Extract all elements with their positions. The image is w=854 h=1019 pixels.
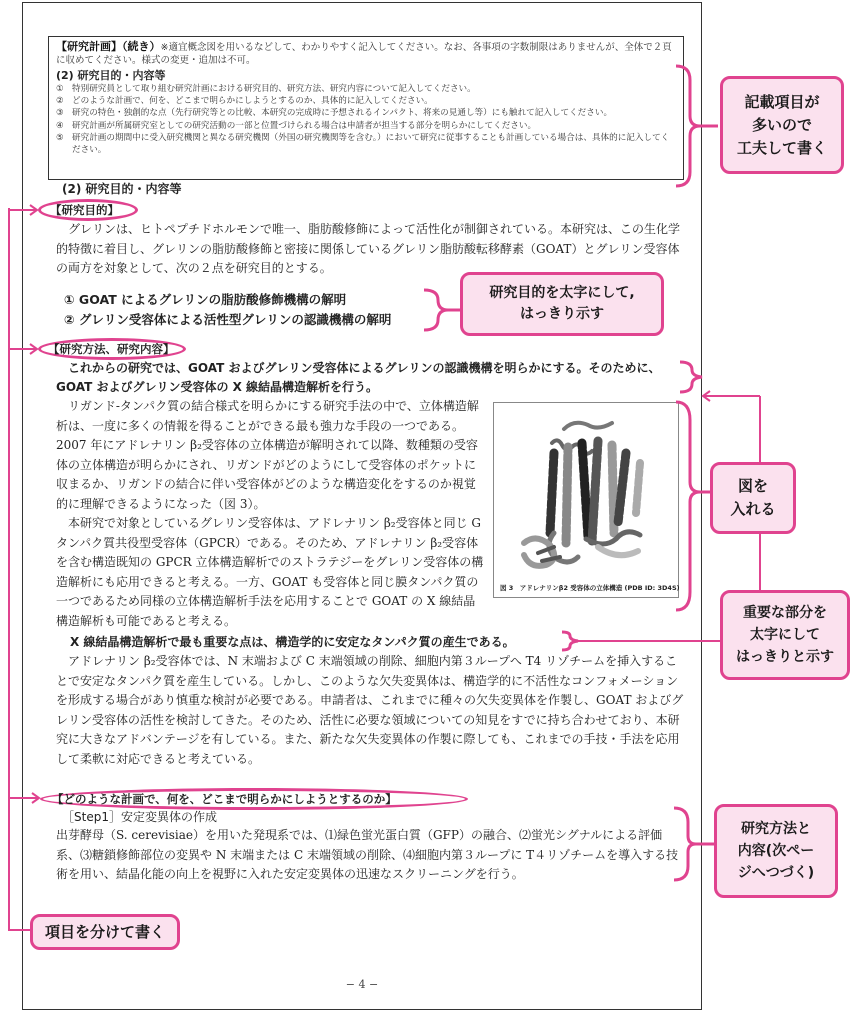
brace-plan — [674, 808, 696, 880]
purpose-label: 【研究目的】 — [50, 203, 119, 217]
instruction-item: ⑤ 研究計画の期間中に受入研究機関と異なる研究機関（外国の研究機関等を含む。）において研究に従事することも計画している場合は、具体的に記入してください。 — [56, 132, 670, 156]
brace-figure — [676, 402, 700, 610]
method-bold2: X 線結晶構造解析で最も重要な点は、構造学的に安定なタンパク質の産生である。 — [70, 635, 515, 649]
instruction-subtitle: (2) 研究目的・内容等 — [56, 69, 166, 82]
brace-bold-lead — [680, 362, 702, 392]
purpose-text: グレリンは、ヒトペプチドホルモンで唯一、脂肪酸修飾によって活性化が制御されている。本研究は、この生化学的特徴に着目し、グレリンの脂肪酸修飾と密接に関係しているグレリン脂肪酸転移酵素（GOAT）とグレリン受容体の両方を対象として、次の２点を研究目的とする。 — [56, 222, 681, 275]
instruction-note: ※適宜概念図を用いるなどして、わかりやすく記入してください。なお、各事項の字数制限はありませんが、全体で２頁に収めてください。様式の変更・追加は不可。 — [56, 42, 672, 66]
brace-goals — [424, 290, 448, 330]
callout-separate-items: 項目を分けて書く — [30, 914, 180, 950]
plan-label: 【どのような計画で、何を、どこまで明らかにしようとするのか】 — [52, 792, 397, 806]
method-para2: 本研究で対象としているグレリン受容体は、アドレナリン β₂受容体と同じ G タンパク質共役型受容体（GPCR）である。そのため、アドレナリン β₂受容体を含む構造既知の GPCR 立体構造解析でのストラテジーをグレリン受容体の構造解析にも応用できると考える。一方、GOAT も受容体と同じ膜タンパク質の一つであるため同様の立体構造解析手法を応用することで GOAT の X 線結晶構造解析も可能であると考える。 — [56, 516, 484, 628]
callout-bold-important: 重要な部分を 太字にして はっきりと示す — [720, 590, 850, 680]
plan-text: 出芽酵母（S. cerevisiae）を用いた発現系では、⑴緑色蛍光蛋白質（GFP）の融合、⑵蛍光シグナルによる評価系、⑶糖鎖修飾部位の変異や N 末端または C 末端領域の削除、⑷細胞内第３ループに T４リゾチームを導入する技術を用い、結晶化能の向上を視野に入れた安定変異体の迅速なスクリーニングを行う。 — [56, 828, 679, 881]
method-label: 【研究方法、研究内容】 — [48, 342, 175, 356]
callout-bold-purpose: 研究目的を太字にして, はっきり示す — [460, 272, 664, 336]
brace-bold2 — [562, 632, 578, 650]
page-number: − 4 − — [345, 978, 379, 991]
brace-instruction — [676, 66, 700, 186]
callout-insert-figure: 図を 入れる — [710, 462, 796, 534]
section-heading: (2) 研究目的・内容等 — [62, 182, 182, 196]
callout-method-content: 研究方法と 内容(次ペー ジへつづく) — [714, 804, 838, 898]
callout-many-items: 記載項目が 多いので 工夫して書く — [720, 76, 844, 174]
method-para1: リガンド-タンパク質の結合様式を明らかにする研究手法の中で、立体構造解析は、一度に多くの情報を得ることができる最も強力な手段の一つである。2007 年にアドレナリン β₂受容体の立体構造が解明されて以降、数種類の受容体の立体構造が明らかにされ、リガンドがどのようにして受容体のポケットに収まるか、リガンドの結合に伴い受容体がどのような構造変化をするのか視覚的に理解できるようになった（図 3）。 — [56, 399, 479, 511]
plan-step-title: ［Step1］安定変異体の作成 — [62, 810, 217, 824]
method-bold-lead: これからの研究では、GOAT およびグレリン受容体によるグレリンの認識機構を明らかにする。そのために、GOAT およびグレリン受容体の X 線結晶構造解析を行う。 — [56, 361, 661, 394]
purpose-goal-1: ① GOAT によるグレリンの脂肪酸修飾機構の解明 — [64, 292, 347, 307]
instruction-item: ② どのような計画で、何を、どこまで明らかにしようとするのか、具体的に記入してください。 — [56, 96, 433, 107]
instruction-item: ④ 研究計画が所属研究室としての研究活動の一部と位置づけられる場合は申請者が担当する部分を明らかにしてください。 — [56, 120, 537, 131]
instruction-title: 【研究計画】（続き） — [56, 40, 161, 53]
method-para3: アドレナリン β₂受容体では、N 末端および C 末端領域の削除、細胞内第３ループへ T4 リゾチームを挿入することで安定なタンパク質を産生している。しかし、このような欠失変異体は、構造学的に不活性なコンフォメーションを形成する場合があり慎重な検討が必要である。申請者は、これまでに種々の欠失変異体を作製し、GOAT およびグレリン受容体の活性を検討してきた。そのため、活性に必要な領域についての知見をすでに持ち合わせており、本研究に大きなアドバンテージを有している。また、新たな欠失変異体の作製に際しても、これまでの手技・手法を応用して柔軟に対応できると考えている。 — [56, 654, 684, 766]
figure-caption: 図 3 アドレナリンβ2 受容体の立体構造 (PDB ID: 3D4S) — [500, 584, 680, 592]
instruction-item: ③ 研究の特色・独創的な点（先行研究等との比較、本研究の完成時に予想されるインパクト、将来の見通し等）にも触れて記入してください。 — [56, 108, 613, 119]
purpose-goal-2: ② グレリン受容体による活性型グレリンの認識機構の解明 — [64, 312, 392, 327]
instruction-item: ① 特別研究員として取り組む研究計画における研究目的、研究方法、研究内容について記入してください。 — [56, 84, 476, 94]
